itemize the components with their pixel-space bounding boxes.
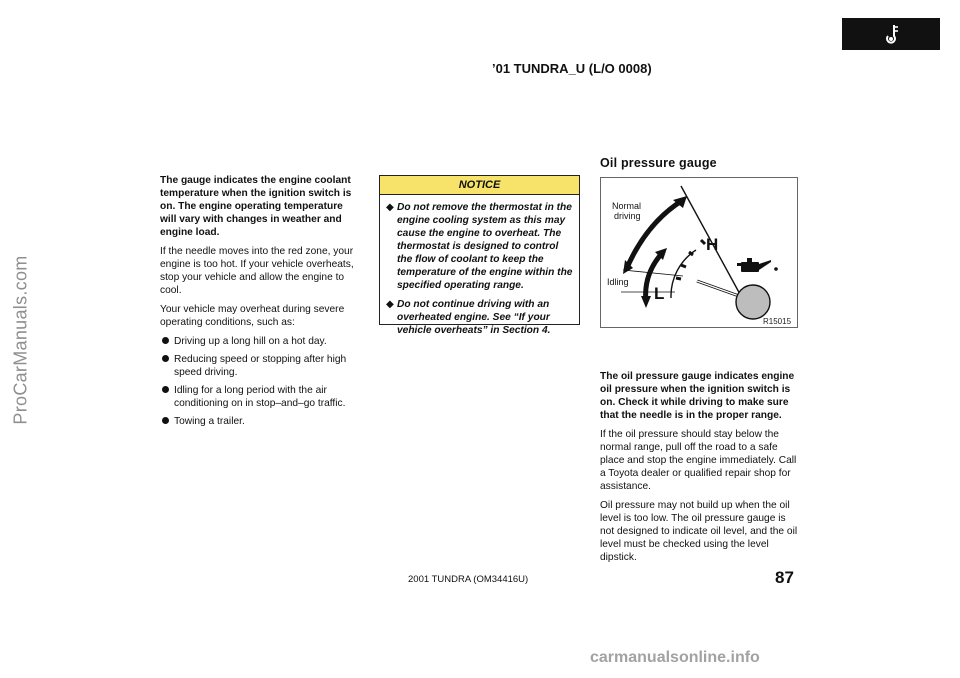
list-item: Driving up a long hill on a hot day.: [160, 335, 361, 348]
overheat-conditions-list: [160, 335, 361, 428]
notice-box: [379, 175, 580, 336]
section-tab: [842, 18, 940, 50]
oil-can-icon: [737, 258, 778, 272]
diamond-bullet-icon: ◆: [386, 202, 394, 213]
oil-gauge-figure: [600, 177, 798, 328]
section-title: Oil pressure gauge: [600, 156, 717, 170]
label-high-mark: H: [706, 235, 719, 254]
figure-code: R15015: [763, 317, 792, 326]
running-head: ’01 TUNDRA_U (L/O 0008): [492, 61, 652, 76]
overheat-conditions-paragraph: Your vehicle may overheat during severe operating conditions, such as:: [160, 304, 345, 328]
arrow-head-icon: [641, 296, 651, 308]
list-item: Idling for a long period with the air conditioning on in stop–and–go traffic.: [160, 384, 361, 410]
dial-ticks: [676, 240, 705, 279]
side-watermark-text: ProCarManuals.com: [10, 255, 31, 425]
label-normal-line2: driving: [614, 211, 641, 221]
oil-gauge-illustration: [601, 178, 797, 327]
gauge-needle-highlight: [697, 281, 739, 296]
label-normal-line1: Normal: [612, 201, 642, 211]
notice-body: [380, 195, 579, 337]
right-column: [600, 370, 801, 570]
bottom-watermark: carmanualsonline.info: [590, 649, 760, 666]
label-low-mark: L: [654, 284, 665, 303]
oil-level-paragraph: Oil pressure may not build up when the oil level is too low. The oil pressure gauge is not designed to indicate oil level, and the oil level must be checked using the level dipstick.: [600, 500, 798, 563]
footer-document-id: 2001 TUNDRA (OM34416U): [408, 574, 529, 585]
diamond-bullet-icon: ◆: [386, 299, 394, 310]
notice-item-text: Do not continue driving with an overheated engine. See “If your vehicle overheats” in Section 4.: [397, 299, 551, 336]
side-watermark: [6, 100, 36, 580]
notice-item: [386, 201, 573, 292]
left-column: [160, 174, 361, 433]
notice-item-text: Do not remove the thermostat in the engine cooling system as this may cause the engine to overheat. The thermostat is designed to control the flow of coolant to keep the temperature of the engine within the specified operating range.: [397, 202, 573, 291]
red-zone-paragraph: If the needle moves into the red zone, your engine is too hot. If your vehicle overheats, stop your vehicle and allow the engine to cool.: [160, 246, 354, 296]
list-item: Reducing speed or stopping after high speed driving.: [160, 353, 361, 379]
label-idling: Idling: [607, 277, 629, 287]
gauge-hub: [736, 285, 770, 319]
low-pressure-paragraph: If the oil pressure should stay below the normal range, pull off the road to a safe place and stop the engine immediately. Call a Toyota dealer or qualified repair shop for assistance.: [600, 429, 797, 492]
coolant-lead-paragraph: The gauge indicates the engine coolant temperature when the ignition switch is on. The engine operating temperature will vary with changes in weather and engine load.: [160, 175, 352, 238]
notice-title: NOTICE: [380, 176, 579, 195]
list-item: Towing a trailer.: [160, 415, 361, 428]
notice-item: [386, 298, 573, 337]
gauge-symbol-icon: [880, 23, 902, 45]
page-number: 87: [775, 568, 794, 587]
dial-arc: [671, 250, 696, 298]
oil-lead-paragraph: The oil pressure gauge indicates engine oil pressure when the ignition switch is on. Check it while driving to make sure that the needle is in the proper range.: [600, 371, 795, 421]
